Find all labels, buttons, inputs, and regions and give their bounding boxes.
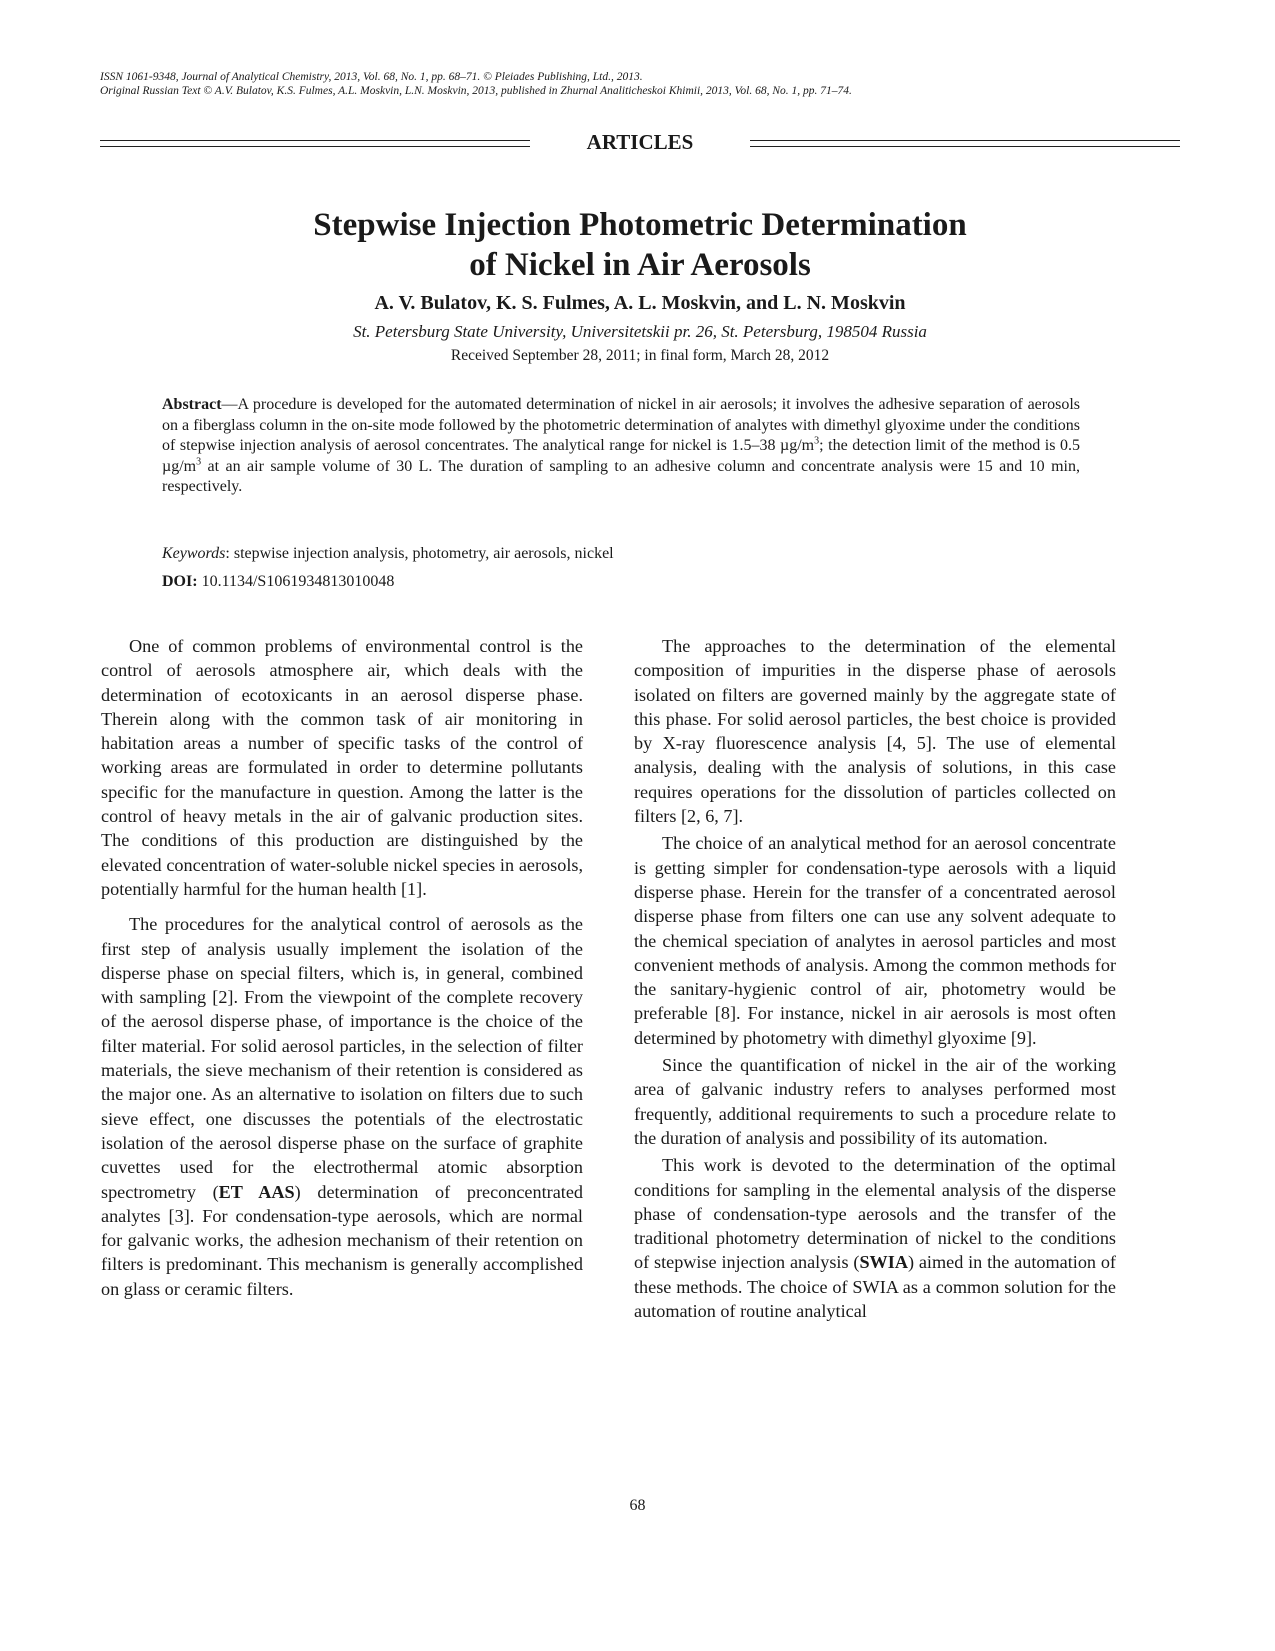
doi bbox=[162, 573, 1080, 591]
right-column bbox=[634, 634, 1116, 1326]
abstract-text-3: at an air sample volume of 30 L. The duration of sampling to an adhesive column and concentrate analysis were 15 and 10 min, respectively. bbox=[162, 457, 1080, 495]
abstract-label: Abstract bbox=[162, 396, 222, 413]
journal-header bbox=[100, 70, 1180, 98]
abstract-text-1: —A procedure is developed for the automated determination of nickel in air aerosols; it involves the adhesive separation of aerosols on a fiberglass column in the on-site mode followed by the photometric determination of analytes with dimethyl glyoxime under the conditions of stepwise injection analysis of aerosol concentrates. The analytical range for nickel is 1.5–38 µg/m bbox=[162, 396, 1080, 454]
keywords-text: : stepwise injection analysis, photometry, air aerosols, nickel bbox=[225, 545, 614, 562]
title-line-1: Stepwise Injection Photometric Determination bbox=[313, 207, 967, 243]
doi-label: DOI: bbox=[162, 573, 198, 590]
left-paragraph-1: One of common problems of environmental control is the control of aerosols atmosphere air, which deals with the determination of ecotoxicants in an aerosol disperse phase. Therein along with the common task of air monitoring in habitation areas a number of specific tasks of the control of working areas are formulated in order to determine pollutants specific for the manufacture in question. Among the latter is the control of heavy metals in the air of galvanic production sites. The conditions of this production are distinguished by the elevated concentration of water-soluble nickel species in aerosols, potentially harmful for the human health [1]. bbox=[101, 636, 583, 899]
right-paragraph-2: The choice of an analytical method for an aerosol concentrate is getting simpler for condensation-type aerosols with a liquid disperse phase. Herein for the transfer of a concentrated aerosol disperse phase from filters one can use any solvent adequate to the chemical speciation of analytes in aerosol particles and most convenient methods of analysis. Among the common methods for the sanitary-hygienic control of air, photometry would be preferable [8]. For instance, nickel in air aerosols is most often determined by photometry with dimethyl glyoxime [9]. bbox=[634, 833, 1116, 1048]
left-paragraph-2 bbox=[101, 912, 583, 1301]
page-number: 68 bbox=[629, 1497, 646, 1514]
left-p2-text-b: ) determination of preconcentrated analytes [3]. For condensation-type aerosols, which are normal for galvanic works, the adhesion mechanism of their retention on filters is predominant. This mechanism is generally accomplished on glass or ceramic filters. bbox=[101, 1181, 583, 1299]
doi-text: 10.1134/S1061934813010048 bbox=[197, 573, 395, 590]
title-line-2: of Nickel in Air Aerosols bbox=[469, 247, 811, 283]
section-rubric bbox=[100, 132, 1180, 156]
left-p2-text-a: The procedures for the analytical control of aerosols as the first step of analysis usually implement the isolation of the disperse phase on special filters, which is, in general, combined with sampling [2]. From the viewpoint of the complete recovery of the aerosol disperse phase, of importance is the choice of the filter material. For solid aerosol particles, in the selection of filter materials, the sieve mechanism of their retention is considered as the major one. As an alternative to isolation on filters due to such sieve effect, one discusses the potentials of the electrostatic isolation of the aerosol disperse phase on the surface of graphite cuvettes used for the electrothermal atomic absorption spectrometry ( bbox=[101, 914, 583, 1202]
keywords-label: Keywords bbox=[162, 545, 226, 562]
keywords bbox=[162, 545, 1080, 563]
received-date: Received September 28, 2011; in final form, March 28, 2012 bbox=[450, 347, 830, 364]
header-line-2: Original Russian Text © A.V. Bulatov, K.S. Fulmes, A.L. Moskvin, L.N. Moskvin, 2013, published in Zhurnal Analiticheskoi Khimii, 2013, Vol. 68, No. 1, pp. 71–74. bbox=[100, 85, 852, 97]
paper-title bbox=[100, 205, 1180, 285]
authors: A. V. Bulatov, K. S. Fulmes, A. L. Moskvin, and L. N. Moskvin bbox=[374, 292, 906, 314]
left-column bbox=[101, 634, 583, 1312]
right-p4-bold: SWIA bbox=[859, 1252, 908, 1273]
right-paragraph-3: Since the quantification of nickel in the air of the working area of galvanic industry refers to analyses performed most frequently, additional requirements to such a procedure relate to the duration of analysis and possibility of its automation. bbox=[634, 1055, 1116, 1148]
header-line-1: ISSN 1061-9348, Journal of Analytical Chemistry, 2013, Vol. 68, No. 1, pp. 68–71. © Pleiades Publishing, Ltd., 2013. bbox=[100, 71, 643, 83]
rubric-label: ARTICLES bbox=[586, 130, 694, 154]
left-p2-bold: ET AAS bbox=[218, 1181, 295, 1202]
abstract-sup-1: 3 bbox=[814, 435, 820, 447]
right-paragraph-4 bbox=[634, 1153, 1116, 1323]
abstract bbox=[162, 395, 1080, 498]
abstract-sup-2: 3 bbox=[196, 456, 202, 468]
right-p4-text-b: ) aimed in the automation of these methods. The choice of SWIA as a common solution for the automation of routine analytical bbox=[634, 1252, 1116, 1322]
right-paragraph-1: The approaches to the determination of the elemental composition of impurities in the disperse phase of aerosols isolated on filters are governed mainly by the aggregate state of this phase. For solid aerosol particles, the best choice is provided by X-ray fluorescence analysis [4, 5]. The use of elemental analysis, dealing with the analysis of solutions, in this case requires operations for the dissolution of particles collected on filters [2, 6, 7]. bbox=[634, 636, 1116, 827]
rubric-rule-right bbox=[750, 140, 1180, 147]
right-p4-text-a: This work is devoted to the determination of the optimal conditions for sampling in the elemental analysis of the disperse phase of condensation-type aerosols and the transfer of the traditional photometry determination of nickel to the conditions of stepwise injection analysis ( bbox=[634, 1155, 1116, 1273]
affiliation: St. Petersburg State University, Universitetskii pr. 26, St. Petersburg, 198504 Russia bbox=[353, 322, 927, 341]
abstract-text-2: ; the detection limit of the method is 0.5 µg/m bbox=[162, 437, 1081, 475]
